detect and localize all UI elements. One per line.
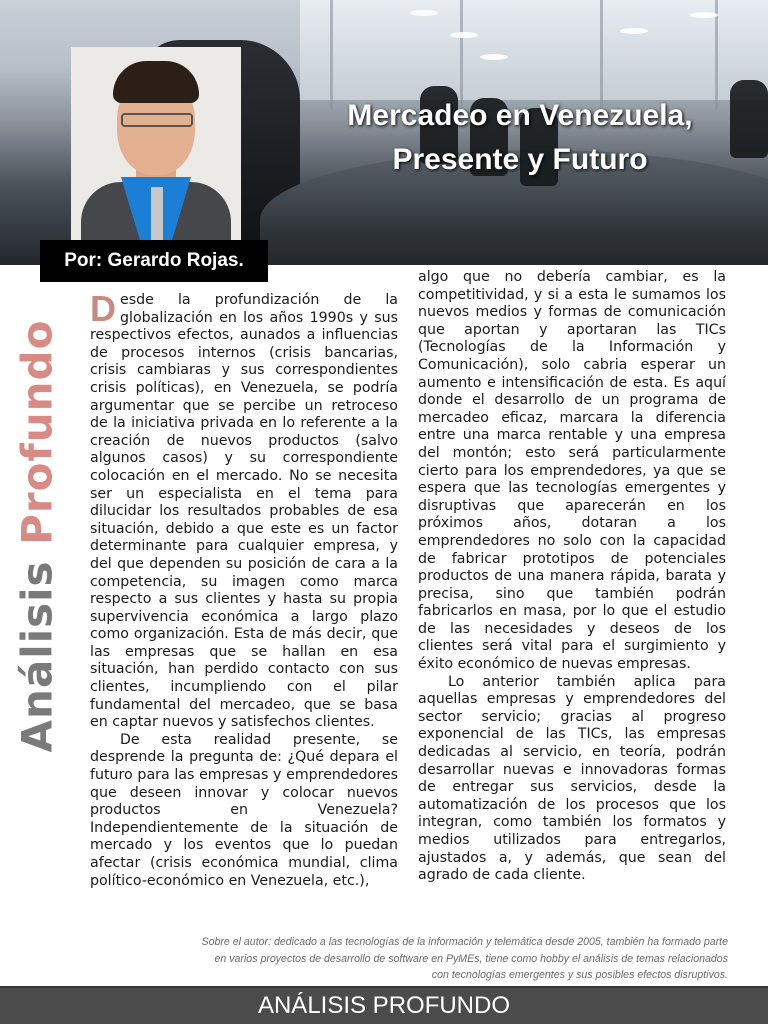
section-side-title [12, 288, 62, 783]
article-column-left [90, 288, 398, 890]
about-author-note: Sobre el autor: dedicado a las tecnologías de la información y telemática desde 2005, también ha formado parte en varios proyectos de desarrollo de software en PyMEs, tiene como hobby el análisis de temas relacionados con tecnologías emergentes y sus posibles efectos disruptivos. [201, 936, 728, 981]
article-title-line2: Presente y Futuro [392, 143, 648, 176]
article-paragraph: algo que no debería cambiar, es la competitividad, y si a esta le sumamos los nuevos medios y formas de comunicación que aportan y aportaran las TICs (Tecnologías de la Información y Comunicación), solo cabria esperar un aumento e intensificación de esta. Es aquí donde el desarrollo de un programa de mercadeo eficaz, marcara la diferencia entre una marca rentable y una empresa del montón; esto será particularmente cierto para los emprendedores, ya que se espera que las tecnologías emergentes y disruptivas que aparecerán en los próximos años, dotaran a los emprendedores no solo con la capacidad de fabricar prototipos de potenciales productos de una manera rápida, barata y precisa, sino que también podrán fabricarlos en masa, por lo que el estudio de las necesidades y deseos de los clientes será vital para el surgimiento y éxito económico de nuevas empresas. [418, 269, 726, 673]
article-paragraph: Lo anterior también aplica para aquellas empresas y emprendedores del sector servicio; gracias al progreso exponencial de las TICs, las empresas dedicadas al servicio, en teoría, podrán desarrollar nuevas e innovadoras formas de entregar sus servicios, desde la automatización de los procesos que los integran, como también los formatos y medios utilizados para entregarlos, ajustados a, y además, que sean del agrado de cada cliente. [418, 673, 726, 884]
side-title-word2: Profundo [12, 319, 62, 545]
article-paragraph: De esta realidad presente, se desprende la pregunta de: ¿Qué depara el futuro para las empresas y emprendedores que deseen innovar y colocar nuevos productos en Venezuela? Independientemente de la situación de mercado y los eventos que lo puedan afectar (crisis económica mundial, clima político-económico en Venezuela, etc.), [90, 731, 398, 889]
footer-section-label: ANÁLISIS PROFUNDO [0, 986, 768, 1024]
drop-cap: D [90, 288, 116, 329]
author-byline: Por: Gerardo Rojas. [40, 240, 268, 282]
side-title-word1: Análisis [12, 560, 62, 752]
article-column-right [418, 269, 726, 885]
author-photo [71, 47, 241, 240]
article-title-line1: Mercadeo en Venezuela, [347, 99, 693, 132]
article-title [300, 94, 740, 182]
article-paragraph: Desde la profundización de la globalización en los años 1990s y sus respectivos efectos, aunados a influencias de procesos internos (crisis bancarias, crisis cambiaras y sus correspondientes crisis políticas), en Venezuela, se podría argumentar que se percibe un retroceso de la iniciativa privada en lo referente a la creación de nuevos productos (salvo algunos casos) y su correspondiente colocación en el mercado. No se necesita ser un especialista en el tema para dilucidar los resultados probables de esa situación, debido a que este es un factor determinante para cualquier empresa, y del que dependen su posición de cara a la competencia, su imagen como marca respecto a sus clientes y hasta su propia supervivencia económica a largo plazo como organización. Esta de más decir, que las empresas que se hallan en esa situación, han perdido contacto con sus clientes, incumpliendo con el pilar fundamental del mercadeo, que se basa en captar nuevos y satisfechos clientes. [90, 288, 398, 731]
